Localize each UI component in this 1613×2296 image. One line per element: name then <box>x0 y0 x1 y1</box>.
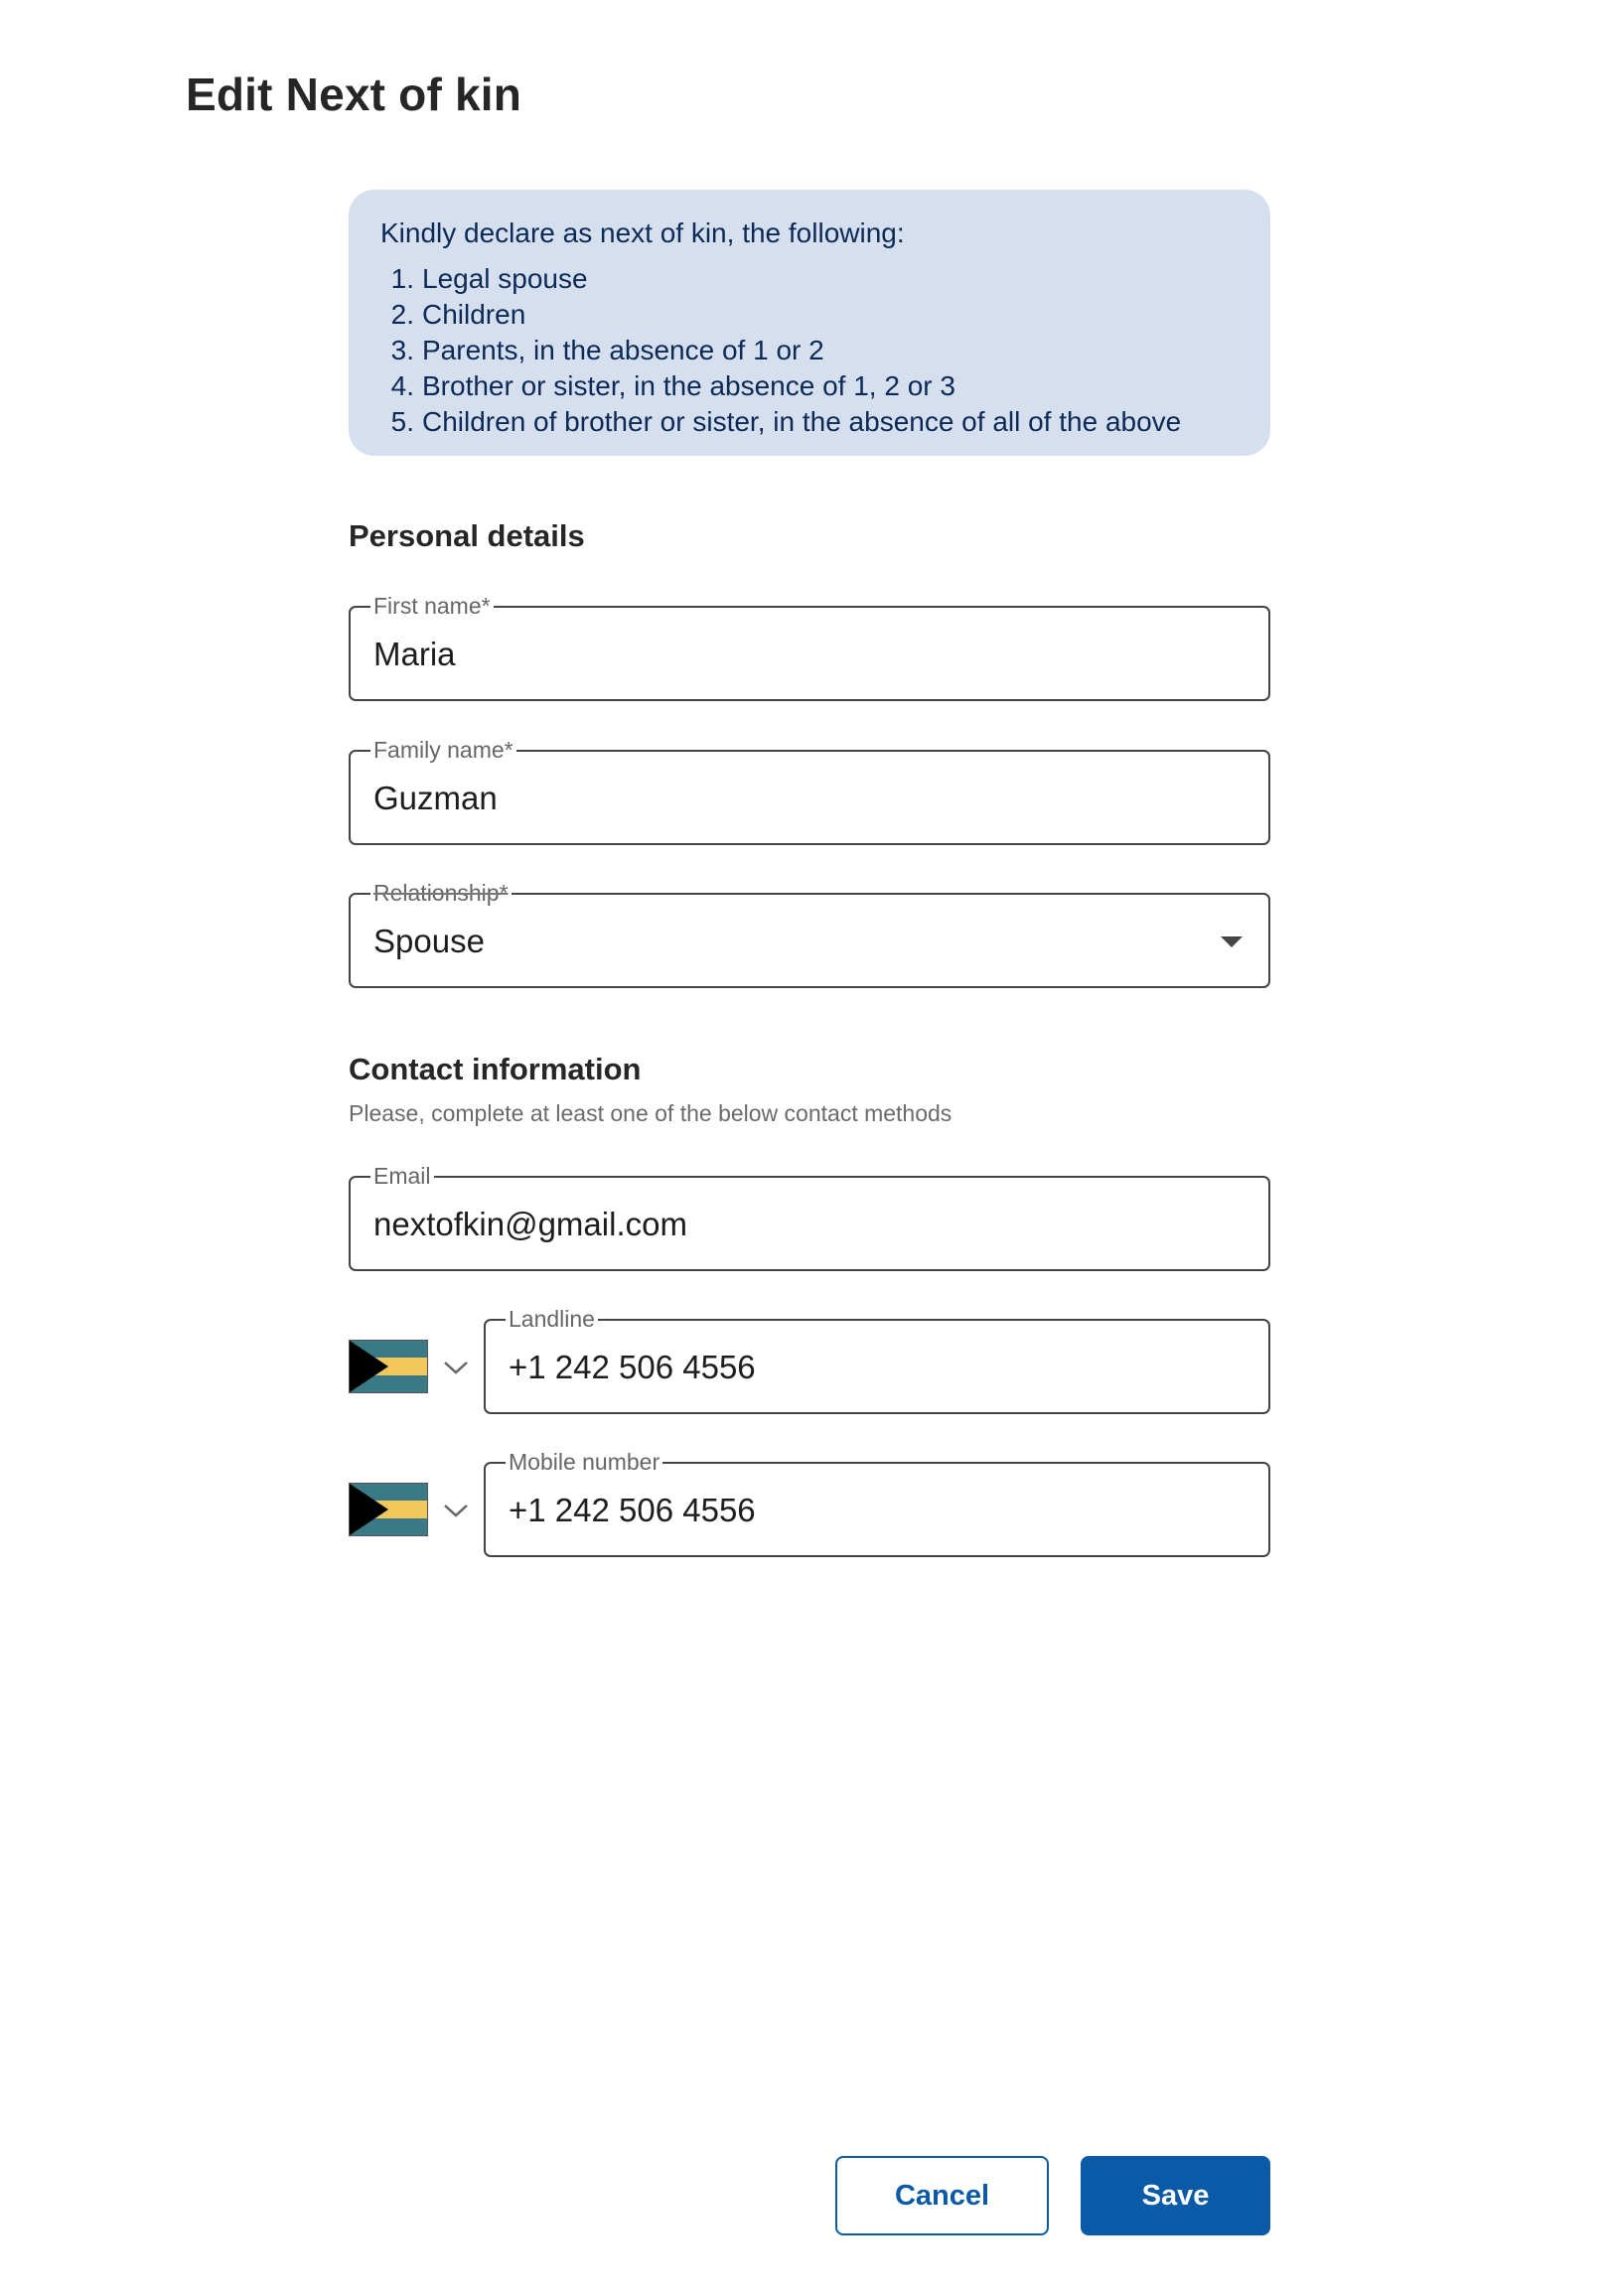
list-item-text: Parents, in the absence of 1 or 2 <box>422 335 824 365</box>
list-item <box>380 333 1239 368</box>
email-label: Email <box>370 1162 434 1190</box>
list-item-number: 1. <box>390 263 414 294</box>
list-item-text: Legal spouse <box>422 263 588 294</box>
first-name-label: First name* <box>370 592 494 620</box>
list-item-text: Brother or sister, in the absence of 1, 2 or 3 <box>422 370 955 401</box>
relationship-label: Relationship* <box>370 879 512 907</box>
chevron-down-icon[interactable] <box>443 1502 469 1519</box>
landline-value[interactable]: +1 242 506 4556 <box>509 1349 756 1385</box>
save-button[interactable]: Save <box>1081 2156 1270 2235</box>
first-name-field[interactable] <box>349 593 1270 701</box>
list-item <box>380 261 1239 297</box>
mobile-number-label: Mobile number <box>506 1448 662 1476</box>
list-item-number: 2. <box>390 299 414 330</box>
family-name-label: Family name* <box>370 736 516 764</box>
list-item-number: 4. <box>390 370 414 401</box>
personal-details-heading: Personal details <box>349 518 585 553</box>
relationship-select[interactable] <box>349 880 1270 988</box>
list-item <box>380 404 1239 440</box>
email-value[interactable]: nextofkin@gmail.com <box>373 1206 687 1242</box>
first-name-value[interactable]: Maria <box>373 636 456 672</box>
cancel-button[interactable]: Cancel <box>835 2156 1049 2235</box>
list-item-number: 3. <box>390 335 414 365</box>
list-item-number: 5. <box>390 406 414 437</box>
info-intro: Kindly declare as next of kin, the following: <box>380 217 905 248</box>
bahamas-flag-icon[interactable] <box>349 1483 428 1536</box>
bahamas-flag-icon[interactable] <box>349 1340 428 1393</box>
family-name-field[interactable] <box>349 737 1270 845</box>
contact-information-heading: Contact information <box>349 1052 642 1086</box>
email-field[interactable] <box>349 1163 1270 1271</box>
info-list <box>380 261 1239 440</box>
list-item <box>380 297 1239 333</box>
caret-down-icon[interactable] <box>1221 936 1243 947</box>
relationship-value[interactable]: Spouse <box>373 923 485 959</box>
mobile-number-value[interactable]: +1 242 506 4556 <box>509 1492 756 1528</box>
page-title: Edit Next of kin <box>186 69 522 120</box>
list-item-text: Children <box>422 299 526 330</box>
contact-information-subtitle: Please, complete at least one of the below contact methods <box>349 1100 953 1126</box>
list-item <box>380 368 1239 404</box>
list-item-text: Children of brother or sister, in the absence of all of the above <box>422 406 1182 437</box>
next-of-kin-info-box <box>349 190 1270 456</box>
mobile-number-field[interactable] <box>484 1449 1270 1557</box>
landline-label: Landline <box>506 1305 598 1333</box>
landline-field[interactable] <box>484 1306 1270 1414</box>
chevron-down-icon[interactable] <box>443 1359 469 1376</box>
family-name-value[interactable]: Guzman <box>373 780 498 816</box>
